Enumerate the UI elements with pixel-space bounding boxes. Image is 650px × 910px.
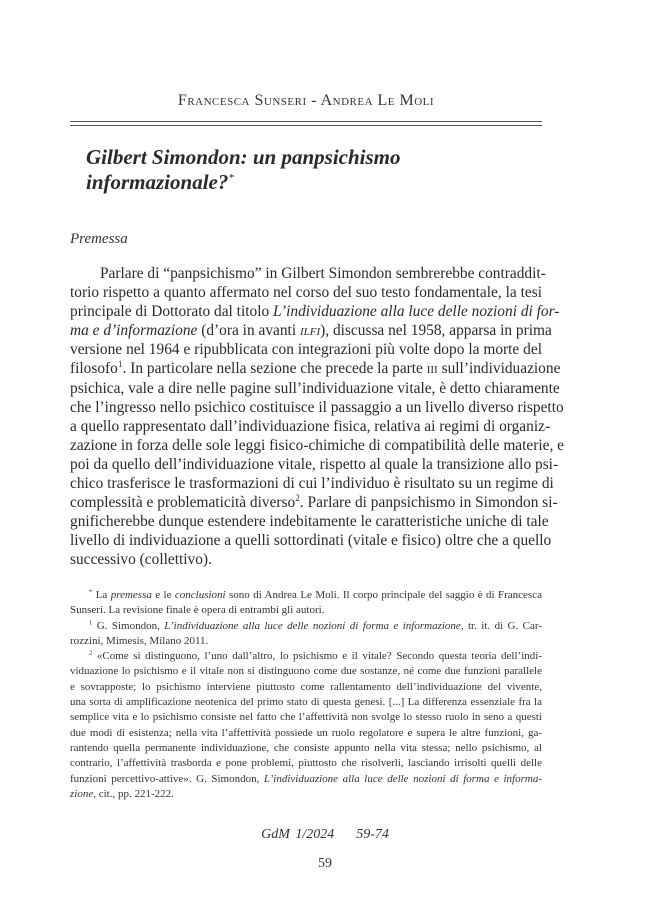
footnote-line: una sorta di amplificazione neotenica del primo stato di questa genesi. [...] La differenza essenziale fra la bbox=[70, 696, 542, 709]
body-line: gnificherebbe dunque estendere indebitamente le caratteristiche uniche di tale bbox=[70, 513, 549, 531]
footnote-line: e sovrapposte; lo psichismo interviene piuttosto come rallentamento dell’individuazione del vivente, bbox=[70, 680, 542, 693]
footnote-line: Sunseri. La revisione finale è opera di entrambi gli autori. bbox=[70, 604, 325, 617]
footnote-line: contrario, l’affettività trasborda e pone problemi, piuttosto che risolverli, lasciando irrisolti quelli delle bbox=[70, 757, 542, 770]
body-line: che l’ingresso nello psichico costituisce il passaggio a un livello diverso rispetto bbox=[70, 398, 564, 416]
footnotes bbox=[70, 588, 542, 802]
footnote-ref: 1 bbox=[117, 359, 123, 370]
page-number: 59 bbox=[318, 856, 332, 871]
body-line: versione nel 1964 e ripubblicata con integrazioni più volte dopo la morte del bbox=[70, 341, 542, 359]
article-title bbox=[86, 145, 546, 195]
footnote-line: due modi di esistenza; nella vita l’affettività possiede un ruolo regolatore e supera le altre funzioni, ga- bbox=[70, 726, 542, 739]
body-line: chico trasferisce le trasformazioni di cui l’individuo è risultato su un regime di bbox=[70, 475, 554, 493]
header-rule-bottom bbox=[70, 125, 542, 126]
footnote-line: rantendo quella permanente individuazione, che consiste appunto nella vita stessa; nello psichismo, al bbox=[70, 741, 542, 754]
footnote-line: zione, cit., pp. 221-222. bbox=[70, 787, 174, 800]
body-line: zazione in forza delle sole leggi fisico-chimiche di compatibilità delle materie, e bbox=[70, 436, 565, 454]
footnote-line: $^1$ G. Simondon, L’individuazione alla luce delle nozioni di forma e informazione, tr. it. di G. Car- bbox=[89, 618, 542, 632]
body-line: torio rispetto a quanto affermato nel corso del suo testo fondamentale, la tesi bbox=[70, 284, 542, 302]
footnote-line: semplice vita e lo psichismo consiste nel fatto che l’affettività non svolge lo stesso ruolo in seno a questi bbox=[70, 711, 542, 724]
section-heading: Premessa bbox=[70, 231, 128, 247]
body-paragraph bbox=[70, 264, 565, 570]
body-line: poi da quello dell’individuazione vitale, rispetto al quale la transizione allo psi- bbox=[70, 455, 559, 473]
journal-citation: GdM 1/2024 59-74 bbox=[261, 827, 389, 842]
body-line: psichica, vale a dire nelle pagine sull’individuazione vitale, è detto chiaramente bbox=[70, 379, 560, 397]
body-line: livello di individuazione a quelli sottordinati (vitale e fisico) oltre che a quello bbox=[70, 532, 552, 550]
footnote-line: funzioni percettivo-attive». G. Simondon, L’individuazione alla luce delle nozioni di forma e informa- bbox=[70, 772, 542, 785]
footnote-line: * La premessa e le conclusioni sono di Andrea Le Moli. Il corpo principale del saggio è di Francesca bbox=[89, 588, 542, 601]
body-line: successivo (collettivo). bbox=[70, 551, 212, 569]
header-rule-top bbox=[70, 121, 542, 122]
footnote-line: rozzini, Mimesis, Milano 2011. bbox=[70, 634, 209, 647]
body-line: principale di Dottorato dal titolo L’individuazione alla luce delle nozioni di for- bbox=[70, 303, 560, 321]
footnote-2 bbox=[70, 649, 542, 802]
footnote-line: $^2$ «Come si distinguono, l’uno dall’altro, lo psichismo e il vitale? Secondo questa teoria dell’indi- bbox=[89, 649, 542, 663]
body-line: a quello rappresentato dall’individuazione fisica, relativa ai regimi di organiz- bbox=[70, 417, 551, 435]
body-line: Parlare di “panpsichismo” in Gilbert Simondon sembrerebbe contraddit- bbox=[100, 265, 546, 282]
abbreviation: ilfi bbox=[299, 322, 321, 340]
book-title-italic-cont: ma e d’informazione bbox=[70, 322, 198, 340]
article-title-text: Gilbert Simondon: un panpsichismo informazionale? bbox=[86, 145, 401, 194]
part-number: iii bbox=[426, 360, 438, 378]
footnote-ref: 2 bbox=[295, 493, 300, 503]
footnote-star bbox=[70, 588, 542, 619]
book-title-italic: L’individuazione alla luce delle nozioni di for- bbox=[273, 303, 560, 321]
footnote-line: viduazione lo psichismo e il vitale non si distinguono come due sostanze, né come due funzioni parallele bbox=[70, 665, 542, 678]
running-header-authors: Francesca Sunseri - Andrea Le Moli bbox=[177, 92, 435, 109]
title-footnote-marker: * bbox=[228, 172, 234, 184]
body-line: ma e d’informazione (d’ora in avanti ilfi), discussa nel 1958, apparsa in prima bbox=[70, 322, 552, 340]
footnote-1 bbox=[70, 619, 542, 650]
body-line: filosofo$^1$. In particolare nella sezione che precede la parte iii sull’individuazione bbox=[70, 359, 561, 378]
body-line: complessità e problematicità diverso$^2$. Parlare di panpsichismo in Simondon si- bbox=[70, 493, 558, 512]
